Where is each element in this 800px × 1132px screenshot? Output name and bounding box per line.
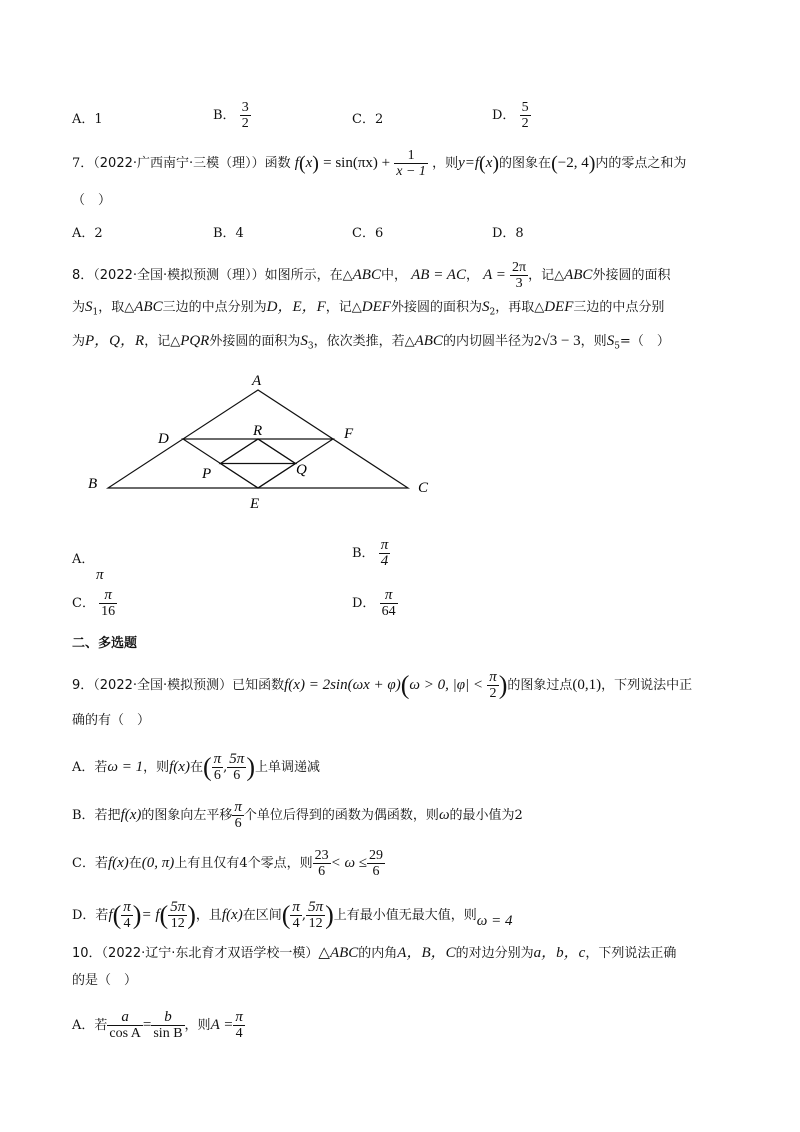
text: 在区间 (242, 908, 282, 923)
tri-def: DEF (544, 299, 574, 315)
fraction (121, 900, 133, 931)
q9-option-d: D．若f( $\frac{\pi}{4}$ )= f( $\frac{5\pi}{12}$ )，且f(x)在区间( $\frac{\pi}{4}$ , $\frac{5\pi}{12}$ )上有最小值无最大值，则ω = 4 (72, 899, 513, 931)
equals: = (142, 1017, 152, 1033)
triangle: △ABC (318, 945, 359, 961)
numerator: π (384, 587, 393, 603)
q8-line-2 (72, 298, 664, 322)
s-var: S (300, 333, 308, 349)
denominator: 4 (379, 553, 391, 569)
text: 外接圆的面积为 (390, 300, 482, 315)
numerator: b (164, 1009, 172, 1025)
subscript: 1 (92, 307, 99, 318)
text: 在 (189, 760, 203, 775)
text: ，记△ (144, 334, 181, 349)
text: 三边的中点分别 (573, 300, 665, 315)
numerator: 5π (229, 751, 245, 767)
fraction (290, 900, 302, 931)
q7-option-b: B．4 (213, 226, 244, 241)
text: A．若 (72, 1018, 108, 1033)
numerator: 1 (407, 148, 415, 163)
fx: f(x) (221, 907, 243, 923)
q7-source: （2022·广西南宁·三模（理））函数 (93, 156, 291, 171)
denominator: 12 (168, 915, 187, 931)
text: 的图象在 (499, 156, 552, 171)
fx: f(x) (120, 807, 142, 823)
q10-line-2: 的是（ ） (72, 973, 138, 988)
text: ，下列说法正确 (585, 946, 677, 961)
tri-def: DEF (361, 299, 391, 315)
tri-abc: ABC (564, 267, 593, 283)
numerator: π (380, 537, 389, 553)
q10-line-1 (72, 944, 676, 963)
func-y: y=f (458, 155, 480, 171)
denominator: 3 (510, 275, 528, 291)
text: ，则 (580, 334, 607, 349)
text: ，再取△ (495, 300, 545, 315)
numerator: a (121, 1009, 129, 1025)
fx: f(x) (107, 855, 129, 871)
sides: a，b，c (533, 945, 586, 961)
fraction (306, 900, 325, 931)
denominator: 4 (121, 915, 133, 931)
text: 内的零点之和为 (595, 156, 687, 171)
text: B．若把 (72, 808, 121, 823)
q8-option-b (352, 538, 390, 569)
f: f (108, 907, 113, 923)
text: 上有最小值无最大值，则 (333, 908, 477, 923)
function: f(x) = 2sin(ωx + φ) (284, 677, 401, 693)
label-r: R (253, 423, 263, 439)
label-a: A (252, 373, 262, 389)
equals: = f (141, 907, 160, 923)
denominator: x − 1 (396, 164, 426, 179)
text: ，下列说法中正 (601, 678, 693, 693)
point: (0,1) (572, 677, 602, 693)
text: ，记△ (528, 268, 565, 283)
denominator: 12 (306, 915, 325, 931)
q7-fraction (394, 148, 428, 179)
q8-line-3 (72, 332, 670, 356)
q7-option-a: A．2 (72, 226, 103, 241)
interval: (0, π) (141, 855, 175, 871)
numerator: 2π (512, 260, 527, 275)
result: A = (210, 1017, 234, 1033)
func-var: x (305, 155, 313, 171)
fraction (233, 1010, 245, 1041)
q6-option-b-letter: B． (213, 108, 236, 123)
fx: f(x) (169, 759, 190, 775)
text: 8．（2022·全国·模拟预测（理））如图所示，在△ (72, 268, 353, 283)
fraction (212, 752, 224, 783)
func-var: x (485, 155, 493, 171)
section-title: 二、多选题 (72, 636, 138, 651)
text: 为 (72, 334, 86, 349)
subscript: 2 (489, 307, 496, 318)
denominator: sin B (153, 1026, 183, 1041)
text: ，且 (195, 908, 222, 923)
inequality: < ω ≤ (330, 855, 368, 871)
numerator: 5 (521, 100, 529, 115)
text: 的对边分别为 (455, 946, 534, 961)
text: 10．（2022·辽宁·东北育才双语学校一模） (72, 946, 319, 961)
option-letter: A． (72, 552, 95, 567)
fraction (168, 900, 187, 931)
s-var: S (606, 333, 615, 349)
q9-option-c (72, 848, 385, 879)
q6-option-d-fraction (520, 100, 531, 131)
denominator: cos A (109, 1026, 141, 1041)
angle-a: A = (483, 267, 506, 283)
subscript: 3 (307, 341, 314, 352)
numerator: π (235, 1009, 243, 1025)
numerator: 5π (170, 899, 186, 915)
text: 上有且仅有4个零点，则 (174, 856, 313, 871)
denominator: 64 (381, 604, 396, 619)
text: 的最小值为2 (449, 808, 523, 823)
text: ，记△ (325, 300, 362, 315)
condition: ω > 0, |φ| < (409, 677, 484, 693)
numerator: π (292, 899, 300, 915)
numerator: π (123, 899, 131, 915)
option-letter: B． (352, 546, 375, 561)
q8-option-c (72, 588, 117, 619)
denominator: 6 (232, 815, 244, 831)
condition-fraction (487, 670, 499, 701)
text: 的图象向左平移 (141, 808, 233, 823)
denominator: 16 (101, 604, 116, 619)
tri-abc: ABC (414, 333, 443, 349)
option-fraction (379, 538, 391, 569)
text: ，则 (143, 760, 170, 775)
q9-option-b (72, 800, 523, 831)
denominator: 2 (487, 685, 499, 701)
text: ，取△ (98, 300, 135, 315)
text: 中， (380, 268, 407, 283)
label-b: B (88, 476, 98, 492)
numerator: π (489, 669, 497, 685)
label-c: C (418, 480, 429, 496)
denominator: 6 (367, 863, 385, 879)
option-fraction (99, 588, 117, 619)
text: A．若 (72, 760, 108, 775)
numerator: 23 (314, 848, 329, 863)
func-expr: = sin(πx) + (323, 155, 391, 171)
label-d: D (158, 431, 169, 447)
numerator: π (234, 799, 242, 815)
tri-pqr: PQR (180, 333, 210, 349)
denominator: 6 (227, 767, 246, 783)
denominator: 4 (233, 1025, 245, 1041)
label-q: Q (296, 462, 307, 478)
q7-option-d: D．8 (492, 226, 524, 241)
q8-option-d (352, 588, 398, 619)
s-var: S (481, 299, 490, 315)
s-var: S (85, 299, 93, 315)
triangle-pqr-upper (221, 439, 296, 464)
q9-line-1: 9．（2022·全国·模拟预测）已知函数f(x) = 2sin(ωx + φ)(ω > 0, |φ| < $\frac{\pi}{2}$ )的图象过点(0,1)，下列说法中正 (72, 669, 693, 701)
fraction (367, 848, 385, 879)
text: 的内角 (358, 946, 398, 961)
numerator: π (213, 751, 222, 767)
points: D，E，F (266, 299, 326, 315)
denominator: 2 (521, 116, 529, 131)
numerator: 5π (308, 899, 324, 915)
q10-option-a (72, 1010, 245, 1041)
q8-triangle-figure (80, 368, 440, 518)
text: ，则 (432, 156, 459, 171)
denominator: 6 (313, 863, 331, 879)
text: 在 (128, 856, 142, 871)
omega: ω = 1 (107, 759, 144, 775)
label-f: F (344, 426, 354, 442)
text: 为 (72, 300, 86, 315)
text: 上单调递减 (254, 760, 320, 775)
option-letter: D． (352, 596, 376, 611)
option-value: π (96, 567, 104, 583)
q6-option-b (213, 100, 251, 131)
label-p: P (202, 466, 212, 482)
angles: A，B，C (397, 945, 456, 961)
q9-option-a: A．若ω = 1，则f(x)在( $\frac{\pi}{6}$ , $\frac{5\pi}{6}$ )上单调递减 (72, 751, 320, 783)
equation: AB = AC (411, 267, 466, 283)
text: ， (465, 268, 479, 283)
fraction (232, 800, 244, 831)
text: ，依次类推，若△ (313, 334, 415, 349)
omega: ω (438, 807, 450, 823)
angle-fraction (510, 260, 528, 291)
q6-option-c: C．2 (352, 112, 384, 127)
text: =（ ） (619, 334, 670, 349)
text: 个单位后得到的函数为偶函数，则 (243, 808, 439, 823)
text: 外接圆的面积为 (209, 334, 301, 349)
text: 9．（2022·全国·模拟预测）已知函数 (72, 678, 285, 693)
label-e: E (250, 496, 260, 512)
q9-line-2: 确的有（ ） (72, 713, 151, 728)
tri-abc: ABC (352, 267, 381, 283)
text: 外接圆的面积 (592, 268, 671, 283)
q7-stem: 7．（2022·广西南宁·三模（理））函数 f(x) = sin(πx) + $\frac{1}{x - 1}$ ，则y=f(x)的图象在(−2, 4)内的零点之和为 (72, 148, 687, 179)
numerator: 29 (369, 848, 384, 863)
text: 三边的中点分别为 (162, 300, 267, 315)
tri-abc: ABC (134, 299, 163, 315)
q6-option-d-letter: D． (492, 108, 516, 123)
fraction (107, 1010, 143, 1041)
func-name: f (294, 155, 299, 171)
option-fraction (380, 588, 398, 619)
text: C．若 (72, 856, 108, 871)
omega: ω = 4 (476, 913, 513, 929)
q8-option-a (72, 548, 104, 584)
q8-line-1 (72, 260, 670, 291)
numerator: 3 (241, 100, 249, 115)
numerator: π (104, 587, 112, 603)
q7-paren: （ ） (72, 193, 112, 208)
fraction (151, 1010, 184, 1041)
option-letter: C． (72, 596, 95, 611)
radius: 2√3 − 3 (533, 333, 581, 349)
text: 的图象过点 (507, 678, 573, 693)
fraction (227, 752, 246, 783)
subscript: 5 (614, 341, 620, 352)
q6-option-d (492, 100, 531, 131)
denominator: 6 (212, 767, 224, 783)
text: D．若 (72, 908, 109, 923)
q6-option-b-fraction (240, 100, 251, 131)
q7-number: 7． (72, 156, 94, 171)
text: ，则 (184, 1018, 211, 1033)
fraction (313, 848, 331, 879)
text: 的内切圆半径为 (442, 334, 534, 349)
interval: −2, 4 (557, 155, 589, 171)
denominator: 4 (290, 915, 302, 931)
q6-option-a: A．1 (72, 112, 103, 127)
points: P，Q，R (85, 333, 145, 349)
denominator: 2 (241, 116, 249, 131)
q7-option-c: C．6 (352, 226, 384, 241)
